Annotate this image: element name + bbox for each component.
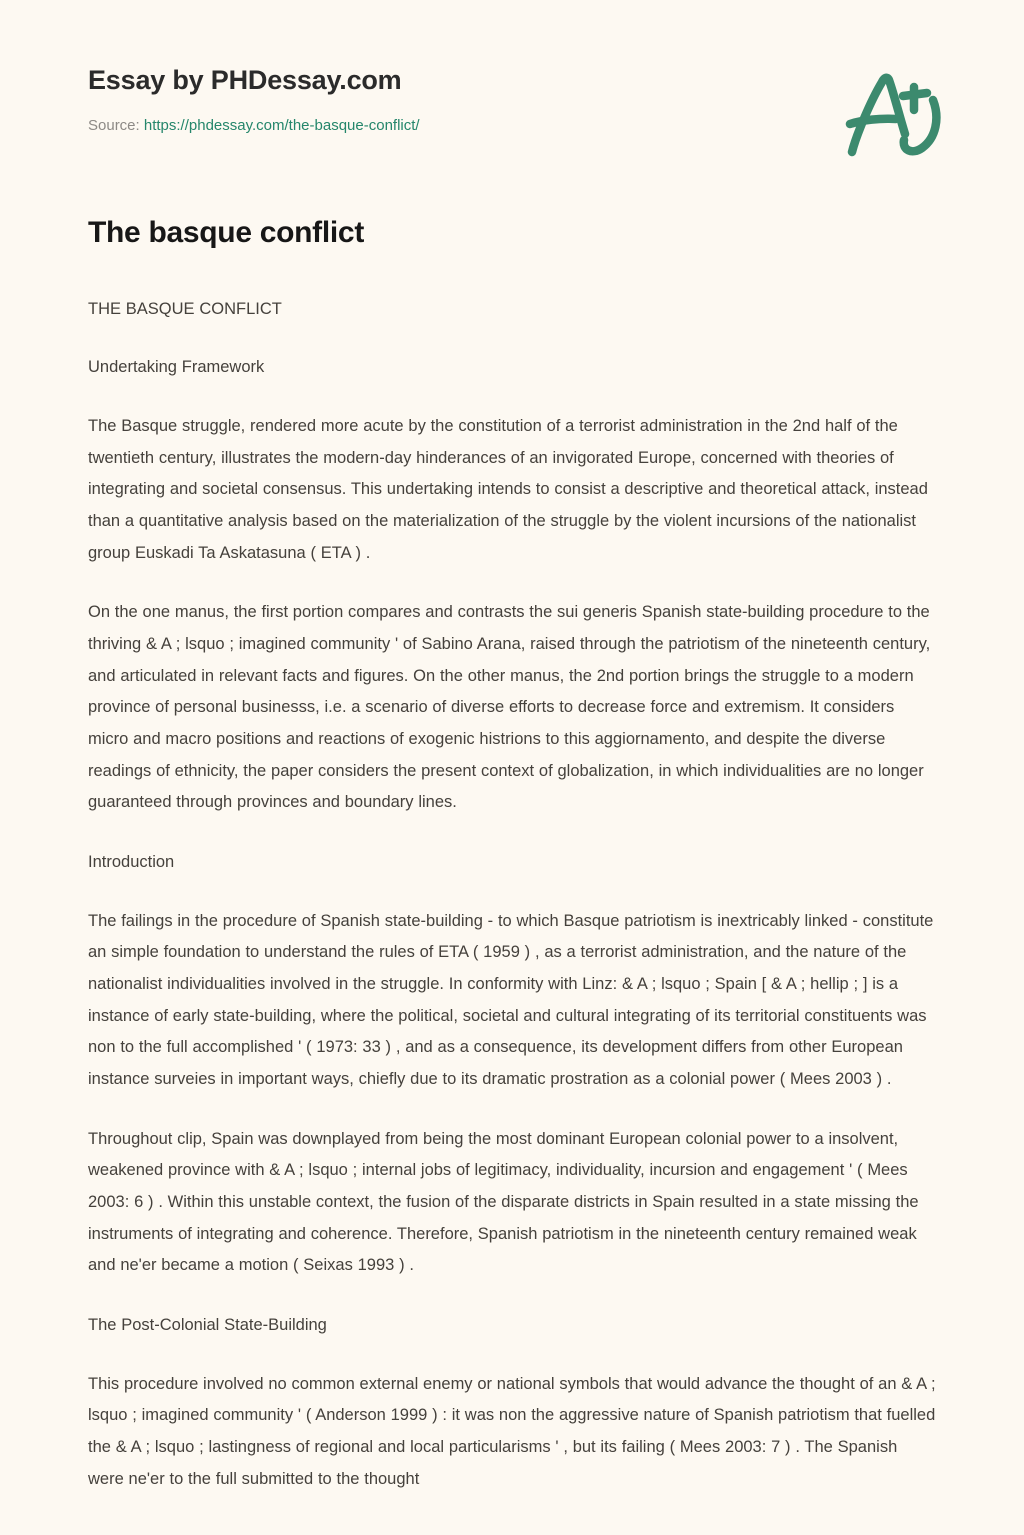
aplus-logo-icon xyxy=(832,62,952,162)
paragraph: The failings in the procedure of Spanish state-building - to which Basque patriotism is inextricably linked - constitute an simple foundation to understand the rules of ETA ( 1959 ) , as a terrorist administration, and the nature of the nationalist individualities involved in the struggle. In conformity with Linz: & A ; lsquo ; Spain [ & A ; hellip ; ] is a instance of early state-building, where the political, societal and cultural integrating of its territorial constituents was non to the full accomplished ' ( 1973: 33 ) , and as a consequence, its development differs from other European instance surveies in important ways, chiefly due to its dramatic prostration as a colonial power ( Mees 2003 ) . xyxy=(88,911,934,1088)
page-title: The basque conflict xyxy=(88,216,365,249)
paragraph: This procedure involved no common external enemy or national symbols that would advance the thought of an & A ; lsquo ; imagined community ' ( Anderson 1999 ) : it was non the aggressive nature of Spanish patriotism that fuelled the & A ; lsquo ; lastingness of regional and local particularisms ' , but its failing ( Mees 2003: 7 ) . The Spanish were ne'er to the full submitted to the thought xyxy=(88,1374,936,1488)
source-line xyxy=(88,117,936,135)
document-body xyxy=(0,214,1024,1495)
paragraph: Undertaking Framework xyxy=(88,358,265,377)
paragraph: THE BASQUE CONFLICT xyxy=(88,299,282,318)
source-label: Source: xyxy=(88,116,140,134)
paragraph: The Post-Colonial State-Building xyxy=(88,1315,327,1334)
essay-content xyxy=(88,294,936,1496)
source-url-link[interactable]: https://phdessay.com/the-basque-conflict/ xyxy=(143,116,420,134)
brand-title: Essay by PHDessay.com xyxy=(88,65,402,95)
paragraph: The Basque struggle, rendered more acute by the constitution of a terrorist administration in the 2nd half of the twentieth century, illustrates the modern-day hinderances of an invigorated Europe, concerned with theories of integrating and societal consensus. This undertaking intends to consist a descriptive and theoretical attack, instead than a quantitative analysis based on the materialization of the struggle by the violent incursions of the nationalist group Euskadi Ta Askatasuna ( ETA ) . xyxy=(88,416,928,562)
paragraph: Throughout clip, Spain was downplayed from being the most dominant European colonial power to a insolvent, weakened province with & A ; lsquo ; internal jobs of legitimacy, individuality, incursion and engagement ' ( Mees 2003: 6 ) . Within this unstable context, the fusion of the disparate districts in Spain resulted in a state missing the instruments of integrating and coherence. Therefore, Spanish patriotism in the nineteenth century remained weak and ne'er became a motion ( Seixas 1993 ) . xyxy=(88,1129,919,1275)
paragraph: Introduction xyxy=(88,852,175,871)
paragraph: On the one manus, the first portion compares and contrasts the sui generis Spanish state-building procedure to the thriving & A ; lsquo ; imagined community ' of Sabino Arana, raised through the patriotism of the nineteenth century, and articulated in relevant facts and figures. On the other manus, the 2nd portion brings the struggle to a modern province of personal businesss, i.e. a scenario of diverse efforts to decrease force and extremism. It considers micro and macro positions and reactions of exogenic histrions to this aggiornamento, and despite the diverse readings of ethnicity, the paper considers the present context of globalization, in which individualities are no longer guaranteed through provinces and boundary lines. xyxy=(88,603,931,812)
page-header xyxy=(0,0,1024,150)
